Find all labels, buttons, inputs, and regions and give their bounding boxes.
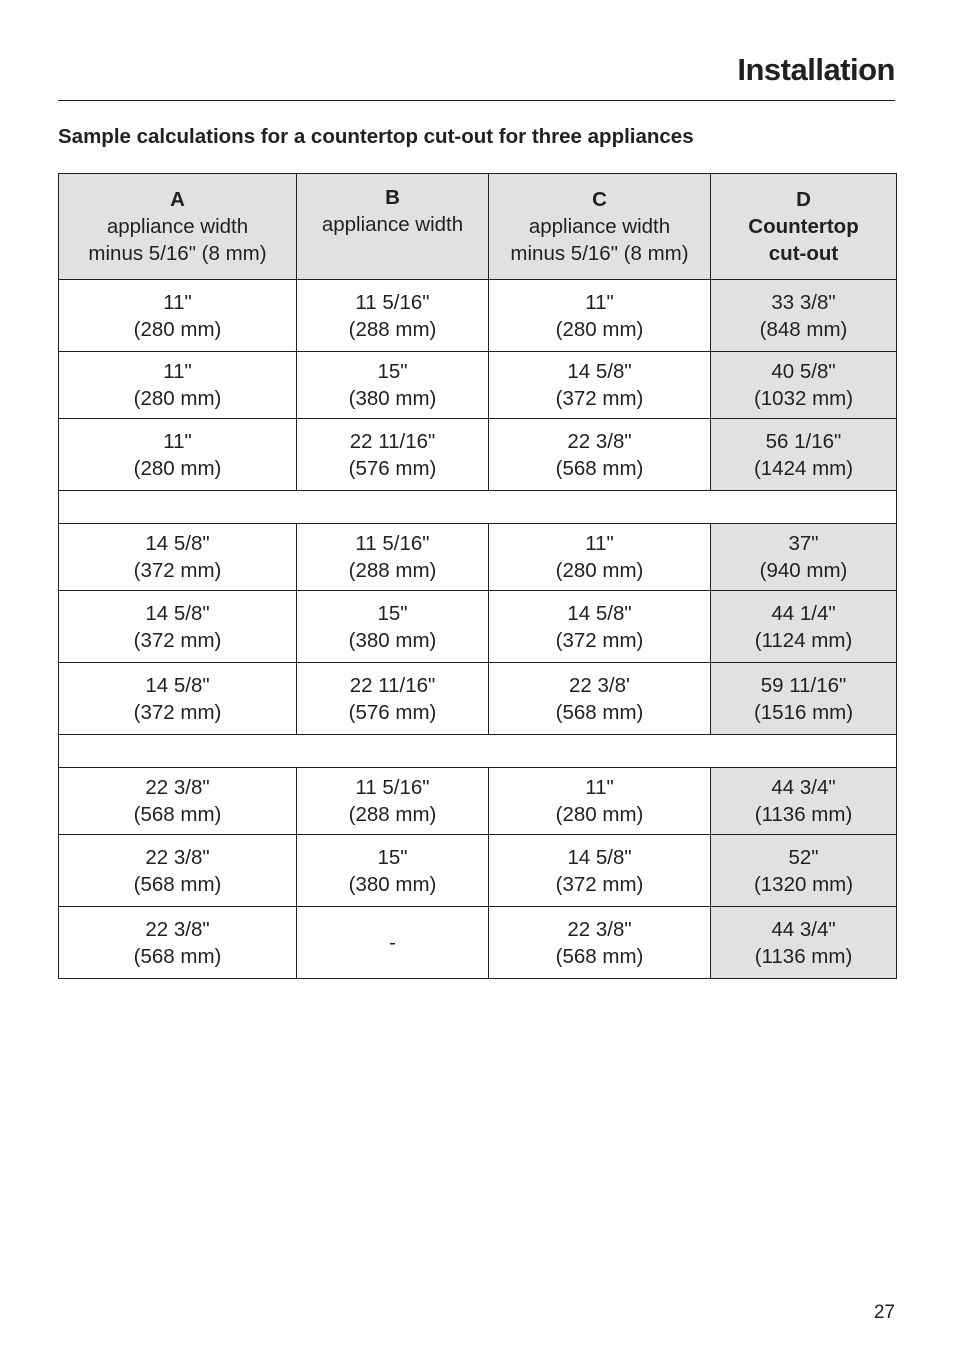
cell-value-mm: (568 mm) [555,944,644,968]
table-cell-b [297,352,489,419]
column-label: appliance width [321,213,464,236]
table-cell-c [489,352,711,419]
cell-value-inch: 14 5/8" [567,601,632,625]
cell-value-inch: 44 3/4" [771,917,836,941]
cell-value-mm: (280 mm) [555,559,644,582]
group-separator-cell [59,491,897,524]
cell-value-mm: (280 mm) [133,387,222,410]
table-cell-b [297,663,489,735]
table-cell-c [489,835,711,907]
cell-value-inch: 44 1/4" [771,601,836,625]
table-row [59,835,897,907]
table-cell-b [297,835,489,907]
cell-value-mm: (372 mm) [555,628,644,652]
cell-value-inch: 22 11/16" [349,673,436,697]
cell-value-inch: 14 5/8" [145,601,210,625]
table-cell-a [59,352,297,419]
table-cell-a [59,591,297,663]
cell-value-mm: (372 mm) [133,559,222,582]
cell-value-inch: 15" [377,360,408,383]
table-cell-c [489,907,711,979]
cell-value-inch: 14 5/8" [567,845,632,869]
table-cell-b [297,280,489,352]
column-letter: C [592,188,607,211]
table-header-row [59,174,897,280]
table-cell-b [297,907,489,979]
table-cell-a [59,768,297,835]
table-cell-d [711,907,897,979]
cell-value-inch: 22 11/16" [349,429,436,453]
cell-value-inch: 11" [585,532,614,555]
section-title: Sample calculations for a countertop cut-out for three appliances [58,125,694,148]
table-cell-a [59,663,297,735]
column-label: appliance width [106,215,249,238]
cell-value-mm: (288 mm) [348,559,437,582]
cell-value-inch: - [389,931,396,954]
table-row [59,352,897,419]
cell-value-inch: 59 11/16" [760,673,847,697]
cell-value-inch: 37" [788,532,819,555]
cell-value-inch: 11 5/16" [355,532,430,555]
column-header-c [489,174,711,280]
cell-value-mm: (576 mm) [348,456,437,480]
cell-value-inch: 11" [585,776,614,799]
cell-value-mm: (280 mm) [555,317,644,341]
cell-value-mm: (1424 mm) [753,456,854,480]
cell-value-inch: 56 1/16" [765,429,842,453]
cell-value-mm: (568 mm) [555,700,644,724]
column-header-d [711,174,897,280]
cell-value-inch: 22 3/8" [567,917,632,941]
cell-value-mm: (280 mm) [133,317,222,341]
column-letter: A [170,188,185,211]
table-cell-d [711,591,897,663]
table-cell-a [59,835,297,907]
table-cell-c [489,768,711,835]
cell-value-inch: 15" [377,601,408,625]
table-cell-c [489,591,711,663]
page-header-title: Installation [737,52,895,87]
column-sublabel: minus 5/16" (8 mm) [510,242,689,265]
cell-value-mm: (288 mm) [348,317,437,341]
table-cell-a [59,524,297,591]
table-cell-a [59,907,297,979]
table-cell-d [711,663,897,735]
table-body [59,280,897,979]
cell-value-mm: (1136 mm) [754,944,853,968]
cell-value-inch: 33 3/8" [771,290,836,314]
page-number: 27 [873,1302,895,1323]
table-cell-b [297,419,489,491]
cell-value-mm: (568 mm) [133,803,222,826]
cell-value-inch: 14 5/8" [145,673,210,697]
column-label: appliance width [528,215,671,238]
cell-value-mm: (372 mm) [133,628,222,652]
cell-value-mm: (568 mm) [133,872,222,896]
column-sublabel: cut-out [768,242,839,265]
cell-value-inch: 11" [163,429,192,453]
table-row [59,280,897,352]
cell-value-mm: (848 mm) [759,317,848,341]
column-header-a [59,174,297,280]
cell-value-mm: (1320 mm) [753,872,854,896]
cell-value-inch: 14 5/8" [567,360,632,383]
table-cell-b [297,591,489,663]
cell-value-mm: (1516 mm) [753,700,854,724]
cell-value-inch: 15" [377,845,408,869]
cell-value-inch: 11 5/16" [355,290,430,314]
table-cell-d [711,419,897,491]
column-header-b [297,174,489,280]
cell-value-mm: (372 mm) [133,700,222,724]
cell-value-inch: 22 3/8" [567,429,632,453]
table-row [59,591,897,663]
table-row [59,419,897,491]
table-cell-c [489,280,711,352]
cell-value-mm: (380 mm) [348,387,437,410]
cell-value-mm: (372 mm) [555,872,644,896]
table-cell-c [489,524,711,591]
cell-value-inch: 40 5/8" [771,360,836,383]
table-cell-a [59,419,297,491]
cell-value-mm: (380 mm) [348,628,437,652]
cell-value-mm: (380 mm) [348,872,437,896]
table-cell-c [489,419,711,491]
cell-value-mm: (940 mm) [759,559,848,582]
cell-value-inch: 22 3/8' [569,673,630,697]
group-separator-cell [59,735,897,768]
cell-value-inch: 22 3/8" [145,917,210,941]
cell-value-inch: 44 3/4" [771,776,836,799]
column-sublabel: minus 5/16" (8 mm) [88,242,267,265]
table-cell-d [711,835,897,907]
table-row [59,524,897,591]
cell-value-inch: 11" [163,360,192,383]
group-separator-row [59,491,897,524]
table-cell-d [711,280,897,352]
cell-value-inch: 22 3/8" [145,845,210,869]
cell-value-inch: 11 5/16" [355,776,430,799]
cell-value-mm: (1124 mm) [754,628,853,652]
table-cell-d [711,524,897,591]
cell-value-inch: 14 5/8" [145,532,210,555]
header-rule [58,100,895,101]
table-cell-c [489,663,711,735]
cell-value-inch: 11" [585,290,614,314]
table-cell-a [59,280,297,352]
cell-value-inch: 11" [163,290,192,314]
cell-value-mm: (568 mm) [555,456,644,480]
column-letter: D [796,188,811,211]
cell-value-inch: 52" [788,845,819,869]
cell-value-mm: (1136 mm) [754,803,853,826]
cell-value-mm: (576 mm) [348,700,437,724]
table-cell-b [297,524,489,591]
cell-value-mm: (280 mm) [133,456,222,480]
cutout-calculation-table [58,173,897,979]
column-letter: B [385,186,400,209]
cell-value-mm: (568 mm) [133,944,222,968]
group-separator-row [59,735,897,768]
cell-value-mm: (280 mm) [555,803,644,826]
table-cell-d [711,352,897,419]
table-cell-d [711,768,897,835]
cell-value-mm: (1032 mm) [753,387,854,410]
cell-value-mm: (372 mm) [555,387,644,410]
cell-value-mm: (288 mm) [348,803,437,826]
table-row [59,768,897,835]
table-row [59,907,897,979]
cell-value-inch: 22 3/8" [145,776,210,799]
table-row [59,663,897,735]
column-label: Countertop [748,215,859,238]
table-cell-b [297,768,489,835]
